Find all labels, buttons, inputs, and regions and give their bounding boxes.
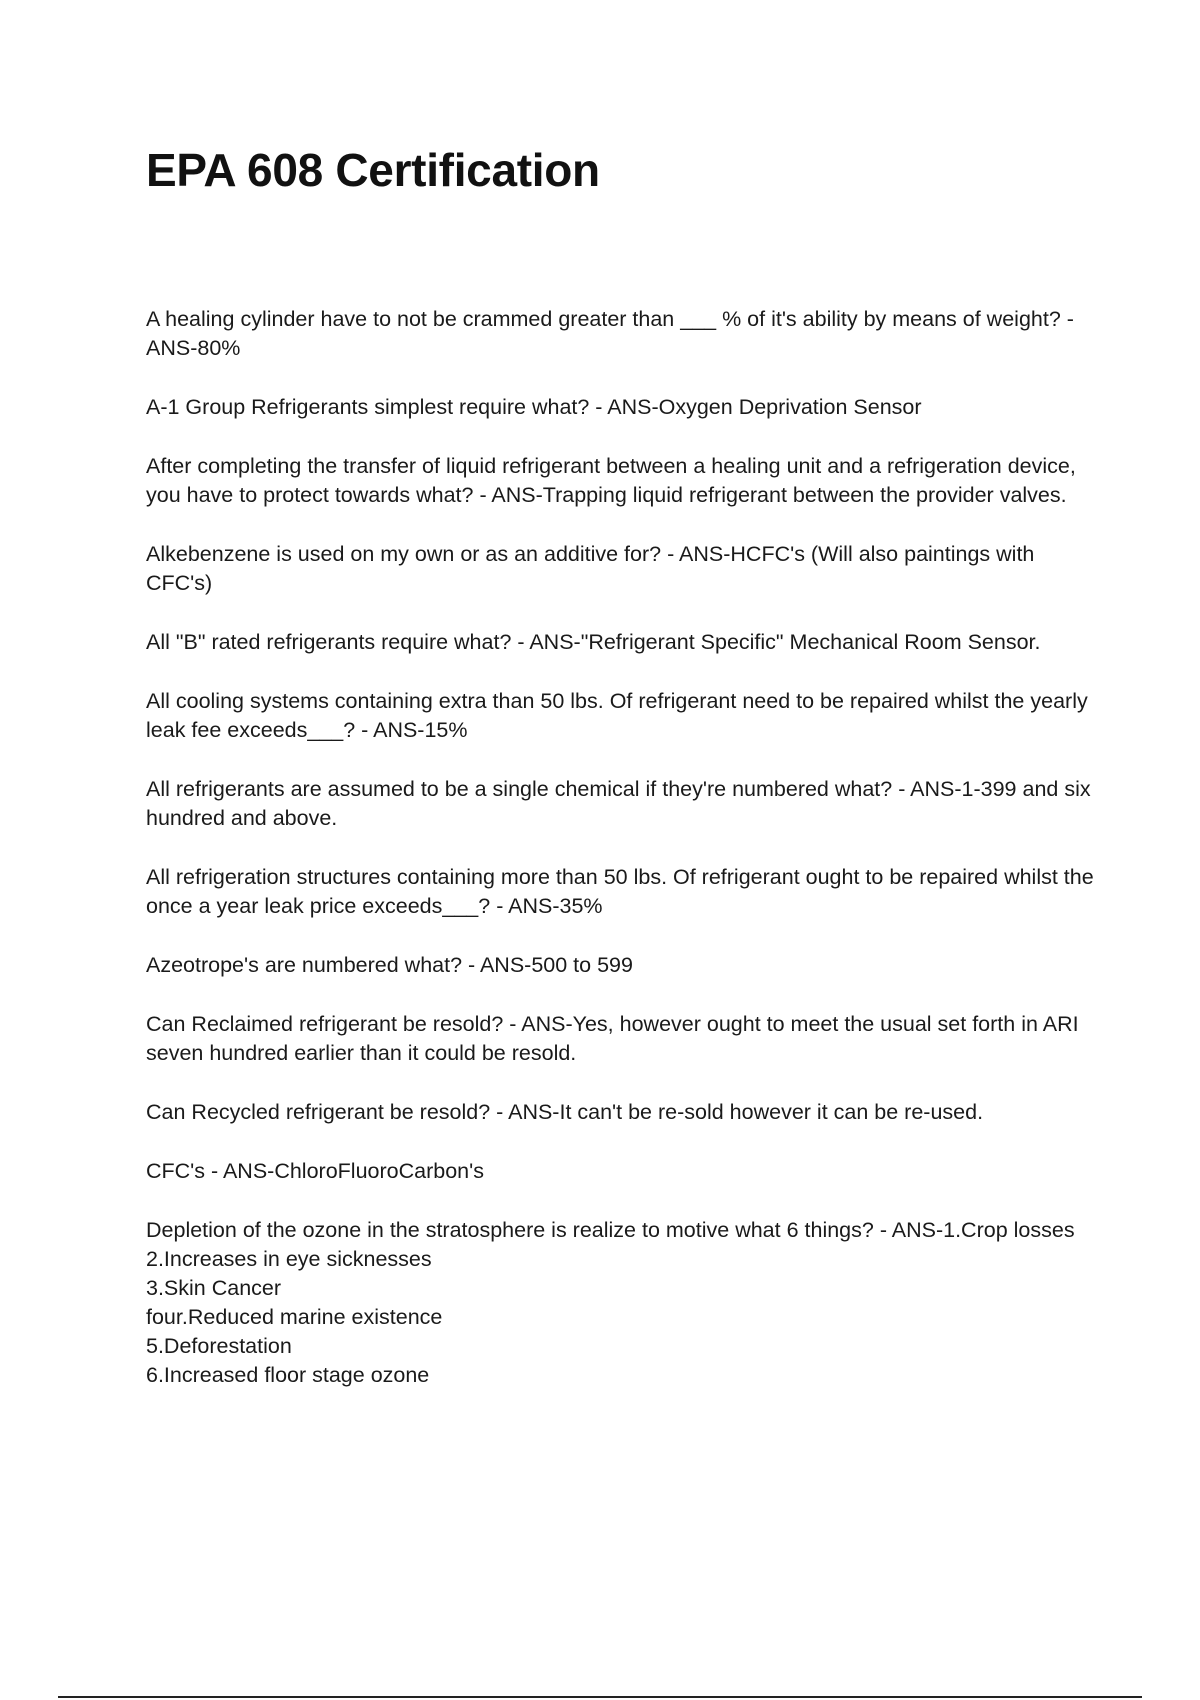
qa-list xyxy=(146,305,1096,1420)
qa-item: All refrigeration structures containing more than 50 lbs. Of refrigerant ought to be repaired whilst the once a year leak price exceeds___? - ANS-35% xyxy=(146,865,1094,918)
qa-item: CFC's - ANS-ChloroFluoroCarbon's xyxy=(146,1159,484,1183)
answer-list-line: 3.Skin Cancer xyxy=(146,1276,282,1300)
qa-item-ozone-effects xyxy=(146,1216,1096,1390)
qa-item: All cooling systems containing extra than 50 lbs. Of refrigerant need to be repaired whilst the yearly leak fee exceeds___? - ANS-15% xyxy=(146,689,1088,742)
answer-list-line: 6.Increased floor stage ozone xyxy=(146,1363,430,1387)
answer-list-line: 5.Deforestation xyxy=(146,1334,292,1358)
qa-item: After completing the transfer of liquid refrigerant between a healing unit and a refrigeration device, you have to protect towards what? - ANS-Trapping liquid refrigerant between the provider valves. xyxy=(146,454,1076,507)
footer-divider xyxy=(58,1696,1142,1698)
answer-list-line: four.Reduced marine existence xyxy=(146,1305,443,1329)
qa-item: A-1 Group Refrigerants simplest require what? - ANS-Oxygen Deprivation Sensor xyxy=(146,395,922,419)
page-title: EPA 608 Certification xyxy=(146,144,600,196)
qa-item: All "B" rated refrigerants require what? - ANS-"Refrigerant Specific" Mechanical Room Sensor. xyxy=(146,630,1041,654)
qa-question-line: Depletion of the ozone in the stratosphere is realize to motive what 6 things? - ANS-1.Crop losses xyxy=(146,1218,1075,1242)
qa-item: All refrigerants are assumed to be a single chemical if they're numbered what? - ANS-1-399 and six hundred and above. xyxy=(146,777,1091,830)
qa-item: Can Recycled refrigerant be resold? - ANS-It can't be re-sold however it can be re-used. xyxy=(146,1100,984,1124)
answer-list-line: 2.Increases in eye sicknesses xyxy=(146,1247,432,1271)
qa-item: Can Reclaimed refrigerant be resold? - ANS-Yes, however ought to meet the usual set forth in ARI seven hundred earlier than it could be resold. xyxy=(146,1012,1079,1065)
qa-item: Azeotrope's are numbered what? - ANS-500 to 599 xyxy=(146,953,633,977)
qa-item: A healing cylinder have to not be crammed greater than ___ % of it's ability by means of weight? - ANS-80% xyxy=(146,307,1074,360)
qa-item: Alkebenzene is used on my own or as an additive for? - ANS-HCFC's (Will also paintings with CFC's) xyxy=(146,542,1035,595)
